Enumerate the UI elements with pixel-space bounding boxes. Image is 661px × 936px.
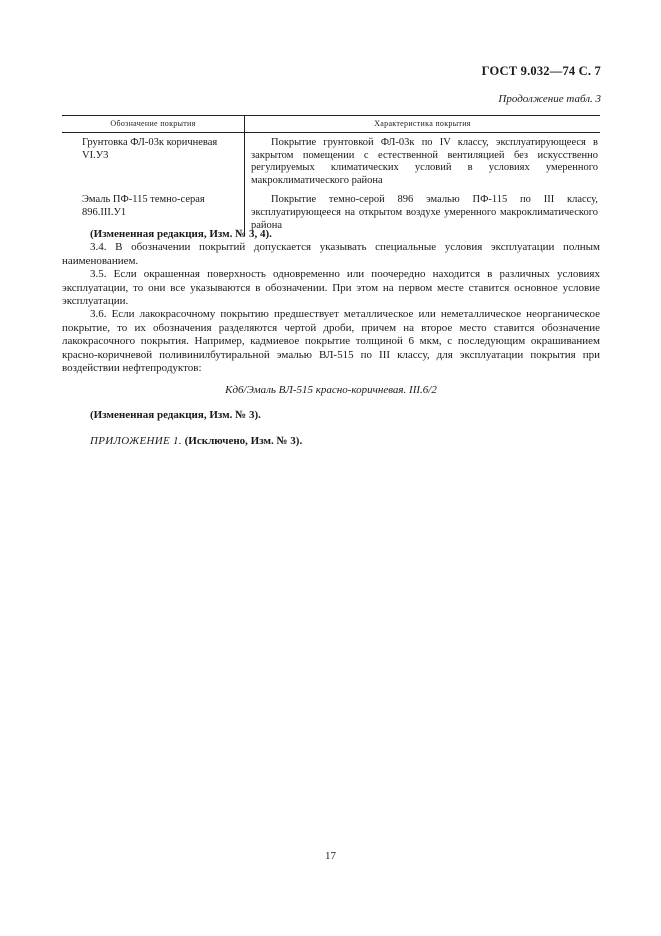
appendix-title: ПРИЛОЖЕНИЕ 1. xyxy=(90,435,182,448)
column-header-designation: Обозначение покрытия xyxy=(62,116,245,133)
document-header: ГОСТ 9.032—74 С. 7 xyxy=(481,64,601,78)
paragraph-3-4: 3.4. В обозначении покрытий допускается указывать специальные условия эксплуатации полным наименованием. xyxy=(62,241,600,267)
table-continuation-label: Продолжение табл. 3 xyxy=(498,93,601,105)
document-body xyxy=(62,228,600,449)
amendment-note: (Измененная редакция, Изм. № 3). xyxy=(90,408,261,421)
page-number: 17 xyxy=(325,850,336,862)
table-header-row xyxy=(62,116,600,133)
coating-designation-cell: Грунтовка ФЛ-03к коричневая VI.У3 xyxy=(62,133,245,192)
coating-characteristic-cell: Покрытие темно-серой 896 эмалью ПФ-115 по III классу, эксплуатирующееся на открытом воздухе умеренного макроклиматического района xyxy=(251,194,598,231)
coating-designation-table xyxy=(62,115,600,236)
coating-designation-cell: Эмаль ПФ-115 темно-серая 896.III.У1 xyxy=(62,191,245,236)
paragraph-3-6: 3.6. Если лакокрасочному покрытию предшествует металлическое или неметаллическое неорганическое покрытие, то их обозначения разделяются чертой дроби, причем на второе место ставится обозначение лакокрасочного покрытия. Например, кадмиевое покрытие толщиной 6 мкм, с последующим окрашиванием красно-коричневой поливинилбутиральной эмалью ВЛ-515 по III классу, для эксплуатации покрытия при воздействии нефтепродуктов: xyxy=(62,308,600,375)
paragraph-3-5: 3.5. Если окрашенная поверхность одновременно или поочередно находится в различных условиях эксплуатации, то они все указываются в обозначении. При этом на первом месте ставится основное условие эксплуатации. xyxy=(62,268,600,308)
designation-example: Кд6/Эмаль ВЛ-515 красно-коричневая. III.6/2 xyxy=(225,384,437,397)
coating-characteristic-cell: Покрытие грунтовкой ФЛ-03к по IV классу, эксплуатирующееся в закрытом помещении с естественной вентиляцией без искусственно регулируемых климатических условий в условиях умеренного макроклиматического района xyxy=(251,137,598,186)
column-header-characteristic: Характеристика покрытия xyxy=(245,116,601,133)
appendix-line xyxy=(62,435,600,448)
table-row xyxy=(62,133,600,192)
amendment-note: (Измененная редакция, Изм. № 3, 4). xyxy=(90,228,272,240)
appendix-note: (Исключено, Изм. № 3). xyxy=(184,435,303,448)
